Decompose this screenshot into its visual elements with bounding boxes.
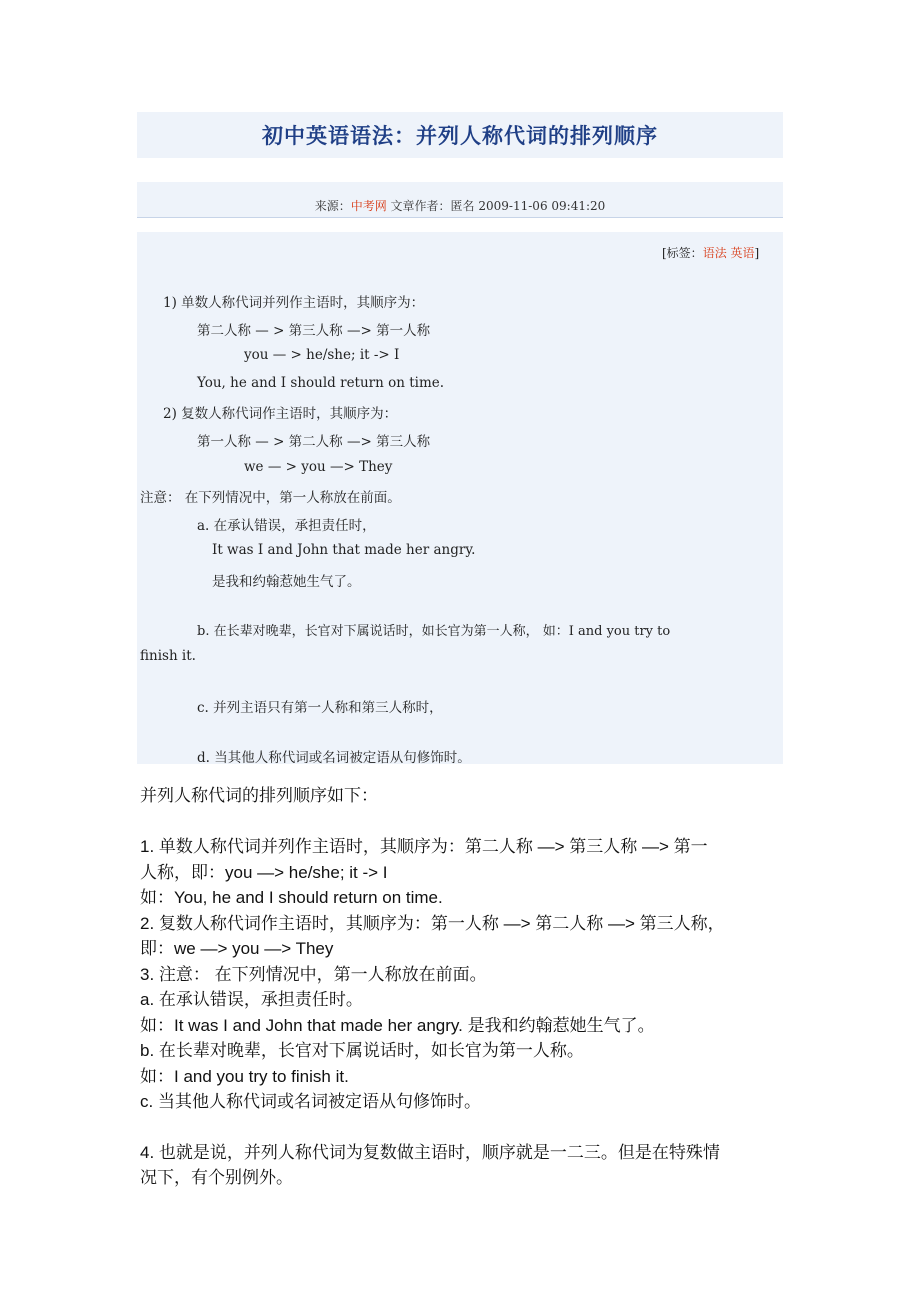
body-line: 如：I and you try to finish it. <box>140 1067 349 1086</box>
tag-open: [标签： <box>662 246 703 260</box>
body-line: 3. 注意： 在下列情况中，第一人称放在前面。 <box>140 965 487 984</box>
box-line: c. 并列主语只有第一人称和第三人称时， <box>197 700 443 716</box>
box-line: 2) 复数人称代词作主语时，其顺序为： <box>163 406 398 422</box>
box-line: b. 在长辈对晚辈，长官对下属说话时，如长官为第一人称， 如：I and you try to <box>197 624 671 639</box>
body-line: 况下，有个别例外。 <box>140 1168 293 1187</box>
body-line: 并列人称代词的排列顺序如下： <box>140 786 378 805</box>
box-line: d. 当其他人称代词或名词被定语从句修饰时。 <box>197 750 471 766</box>
body-line: 2. 复数人称代词作主语时，其顺序为：第一人称 —> 第二人称 —> 第三人称， <box>140 914 725 933</box>
source-label: 来源： <box>314 199 351 213</box>
body-line: c. 当其他人称代词或名词被定语从句修饰时。 <box>140 1092 481 1111</box>
body-line: 如：It was I and John that made her angry. 是我和约翰惹她生气了。 <box>140 1016 655 1035</box>
source-link[interactable]: 中考网 <box>350 199 387 213</box>
tag-list <box>662 244 759 261</box>
box-line: you — > he/she; it -> I <box>244 347 400 363</box>
box-line: It was I and John that made her angry. <box>212 542 476 558</box>
title-banner <box>137 112 783 158</box>
body-line: 如：You, he and I should return on time. <box>140 888 443 907</box>
author-label: 文章作者：匿名 <box>390 199 475 213</box>
body-line: 即：we —> you —> They <box>140 939 334 958</box>
box-line: 第二人称 — > 第三人称 —> 第一人称 <box>197 323 431 339</box>
box-line: 第一人称 — > 第二人称 —> 第三人称 <box>197 434 431 450</box>
body-line: 人称，即：you —> he/she; it -> I <box>140 863 388 882</box>
body-line: b. 在长辈对晚辈，长官对下属说话时，如长官为第一人称。 <box>140 1041 584 1060</box>
body-line: 1. 单数人称代词并列作主语时，其顺序为：第二人称 —> 第三人称 —> 第一 <box>140 837 708 856</box>
box-line: we — > you —> They <box>244 459 393 475</box>
body-line: 4. 也就是说，并列人称代词为复数做主语时，顺序就是一二三。但是在特殊情 <box>140 1143 720 1162</box>
box-line: 1) 单数人称代词并列作主语时，其顺序为： <box>163 295 425 311</box>
box-line: You, he and I should return on time. <box>197 375 445 391</box>
page-title: 初中英语语法：并列人称代词的排列顺序 <box>262 124 658 148</box>
article-meta <box>315 197 606 214</box>
box-line: a. 在承认错误，承担责任时， <box>197 518 376 534</box>
publish-datetime: 2009-11-06 09:41:20 <box>478 199 606 213</box>
box-line: 注意： 在下列情况中，第一人称放在前面。 <box>140 490 401 506</box>
tag-english[interactable]: 英语 <box>730 246 755 260</box>
tag-close: ] <box>754 246 760 260</box>
box-line: finish it. <box>140 648 196 664</box>
meta-bar <box>137 182 783 218</box>
body-line: a. 在承认错误，承担责任时。 <box>140 990 363 1009</box>
tag-grammar[interactable]: 语法 <box>702 246 727 260</box>
box-line: 是我和约翰惹她生气了。 <box>212 574 361 590</box>
